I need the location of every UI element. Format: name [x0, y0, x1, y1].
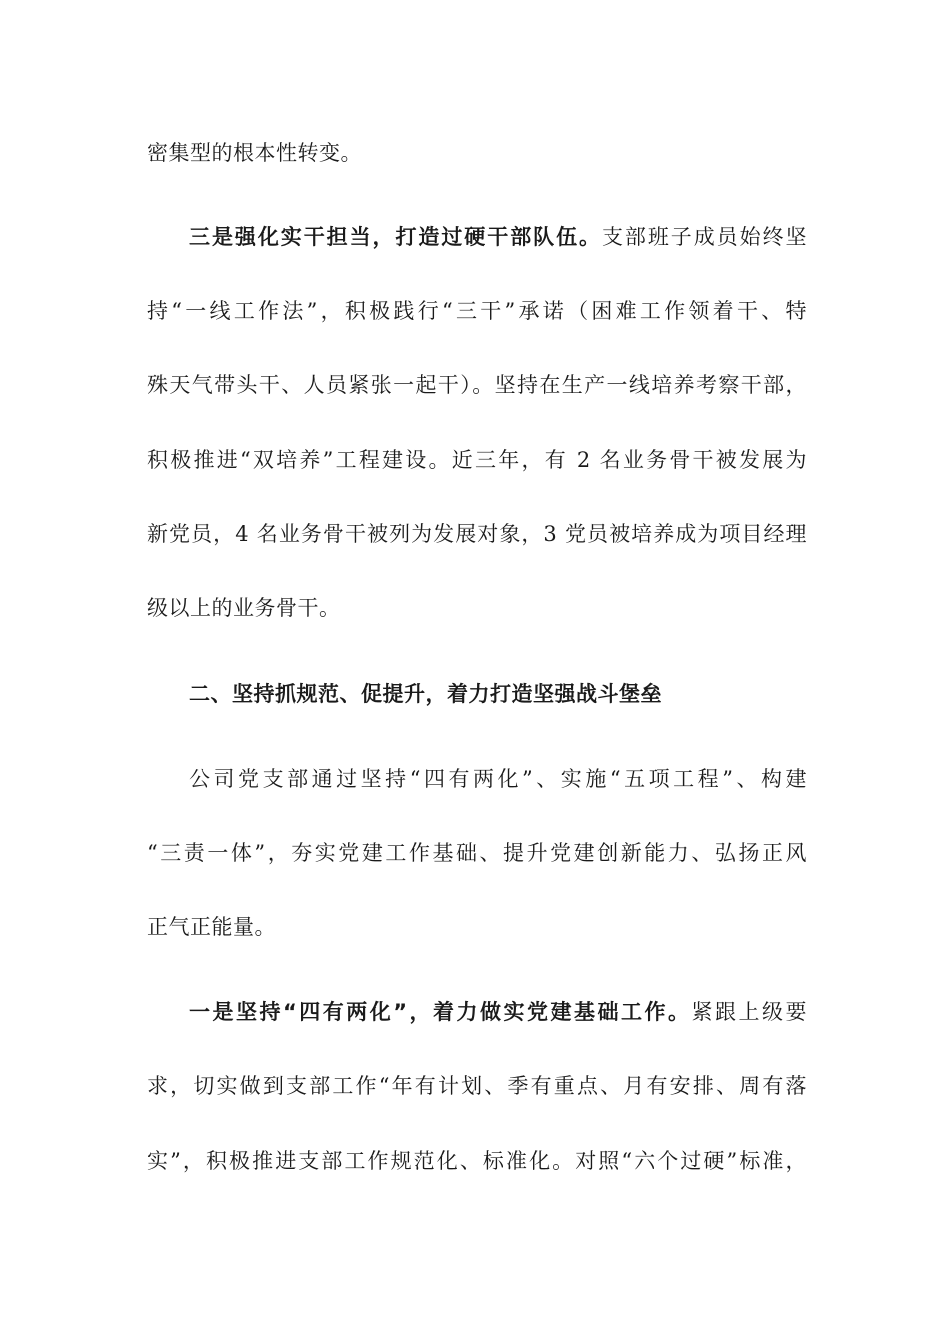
paragraph-lead-line: 公司党支部通过坚持“四有两化”、实施“五项工程”、构建: [189, 767, 807, 791]
paragraph-line: 级以上的业务骨干。: [147, 596, 341, 620]
paragraph-line: 正气正能量。: [147, 915, 276, 939]
paragraph-line: 积极推进“双培养”工程建设。近三年，有 2 名业务骨干被发展为: [147, 448, 807, 472]
paragraph-line: 实”，积极推进支部工作规范化、标准化。对照“六个过硬”标准，: [147, 1149, 807, 1173]
paragraph-lead-rest: 紧跟上级要: [691, 1000, 807, 1024]
paragraph-lead-rest: 支部班子成员始终坚: [601, 225, 808, 249]
paragraph-continuation-line: 密集型的根本性转变。: [147, 141, 362, 165]
paragraph-lead-line: [189, 222, 807, 252]
paragraph-line: 持“一线工作法”，积极践行“三干”承诺（困难工作领着干、特: [147, 299, 807, 323]
paragraph-lead-line: [189, 997, 807, 1027]
section-heading: 二、坚持抓规范、促提升，着力打造坚强战斗堡垒: [189, 682, 662, 706]
paragraph-line: 求，切实做到支部工作“年有计划、季有重点、月有安排、周有落: [147, 1074, 807, 1098]
paragraph-line: 殊天气带头干、人员紧张一起干）。坚持在生产一线培养考察干部，: [147, 373, 807, 397]
paragraph-lead-bold: 三是强化实干担当，打造过硬干部队伍。: [189, 225, 602, 249]
paragraph-line: 新党员，4 名业务骨干被列为发展对象，3 党员被培养成为项目经理: [147, 522, 807, 546]
paragraph-lead-bold: 一是坚持“四有两化”，着力做实党建基础工作。: [189, 1000, 692, 1024]
paragraph-line: “三责一体”，夯实党建工作基础、提升党建创新能力、弘扬正风: [147, 841, 807, 865]
